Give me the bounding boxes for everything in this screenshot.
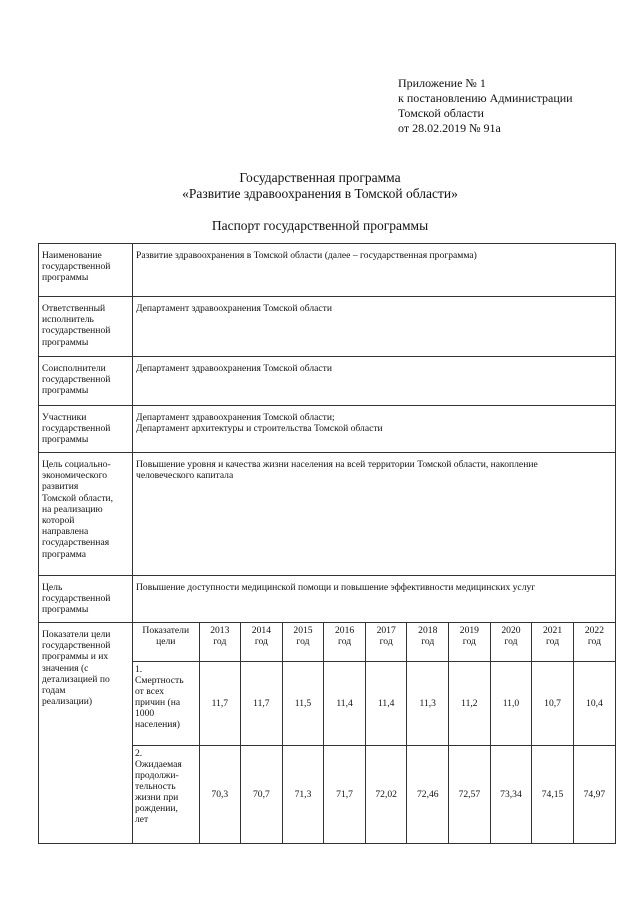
indicators-header-row xyxy=(133,623,615,661)
indicator-value: 10,4 xyxy=(573,661,615,745)
indicator-value: 11,3 xyxy=(407,661,449,745)
indicator-value: 11,2 xyxy=(449,661,491,745)
year-header: 2013 год xyxy=(199,623,241,661)
year-header: 2016 год xyxy=(324,623,366,661)
indicator-value: 72,46 xyxy=(407,745,449,843)
indicator-value: 11,7 xyxy=(199,661,241,745)
row-label: Наименование государственной программы xyxy=(39,244,133,297)
indicator-value: 70,3 xyxy=(199,745,241,843)
indicator-value: 74,97 xyxy=(573,745,615,843)
appendix-line: Приложение № 1 xyxy=(398,76,486,90)
indicator-value: 72,57 xyxy=(449,745,491,843)
indicator-value: 11,4 xyxy=(324,661,366,745)
row-value: Повышение доступности медицинской помощи и повышение эффективности медицинских услуг xyxy=(133,576,616,623)
appendix-line: Томской области xyxy=(398,106,484,120)
indicators-table xyxy=(133,623,615,843)
indicator-value: 74,15 xyxy=(532,745,574,843)
indicator-row xyxy=(133,745,615,843)
indicator-value: 11,4 xyxy=(365,661,407,745)
row-goal xyxy=(39,576,616,623)
row-label: Соисполнители государственной программы xyxy=(39,357,133,406)
appendix-line: к постановлению Администрации xyxy=(398,91,573,105)
indicator-value: 72,02 xyxy=(365,745,407,843)
row-coexecutors xyxy=(39,357,616,406)
indicators-header-label: Показатели цели xyxy=(133,623,199,661)
indicator-value: 70,7 xyxy=(241,745,283,843)
row-executor xyxy=(39,297,616,357)
row-value: Повышение уровня и качества жизни населения на всей территории Томской области, накопление человеческого капитала xyxy=(133,453,616,576)
year-header: 2019 год xyxy=(449,623,491,661)
indicator-value: 73,34 xyxy=(490,745,532,843)
indicator-row xyxy=(133,661,615,745)
row-label: Цель государственной программы xyxy=(39,576,133,623)
indicator-name: 1. Смертность от всех причин (на 1000 населения) xyxy=(133,661,199,745)
row-social-goal xyxy=(39,453,616,576)
year-header: 2018 год xyxy=(407,623,449,661)
row-label: Участники государственной программы xyxy=(39,406,133,453)
row-indicators xyxy=(39,623,616,844)
passport-table xyxy=(38,243,616,844)
row-name xyxy=(39,244,616,297)
program-heading: Государственная программа xyxy=(239,170,401,185)
row-label: Цель социально- экономического развития Томской области, на реализацию которой направлена государственная программа xyxy=(39,453,133,576)
program-name: «Развитие здравоохранения в Томской области» xyxy=(182,186,458,201)
indicator-value: 71,7 xyxy=(324,745,366,843)
year-header: 2020 год xyxy=(490,623,532,661)
indicator-value: 11,7 xyxy=(241,661,283,745)
row-value: Развитие здравоохранения в Томской области (далее – государственная программа) xyxy=(133,244,616,297)
year-header: 2015 год xyxy=(282,623,324,661)
row-value: Департамент здравоохранения Томской области xyxy=(133,297,616,357)
indicator-name: 2. Ожидаемая продолжи- тельность жизни при рождении, лет xyxy=(133,745,199,843)
appendix-block xyxy=(398,76,573,136)
year-header: 2022 год xyxy=(573,623,615,661)
indicator-value: 10,7 xyxy=(532,661,574,745)
appendix-line: от 28.02.2019 № 91а xyxy=(398,121,501,135)
row-label: Ответственный исполнитель государственной программы xyxy=(39,297,133,357)
indicator-value: 71,3 xyxy=(282,745,324,843)
year-header: 2014 год xyxy=(241,623,283,661)
row-label: Показатели цели государственной программы и их значения (с детализацией по годам реализации) xyxy=(39,623,133,844)
row-value: Департамент здравоохранения Томской области xyxy=(133,357,616,406)
year-header: 2021 год xyxy=(532,623,574,661)
row-value: Департамент здравоохранения Томской области; Департамент архитектуры и строительства Томской области xyxy=(133,406,616,453)
passport-heading: Паспорт государственной программы xyxy=(211,218,429,233)
year-header: 2017 год xyxy=(365,623,407,661)
indicator-value: 11,5 xyxy=(282,661,324,745)
indicators-cell xyxy=(133,623,616,844)
indicator-value: 11,0 xyxy=(490,661,532,745)
row-participants xyxy=(39,406,616,453)
